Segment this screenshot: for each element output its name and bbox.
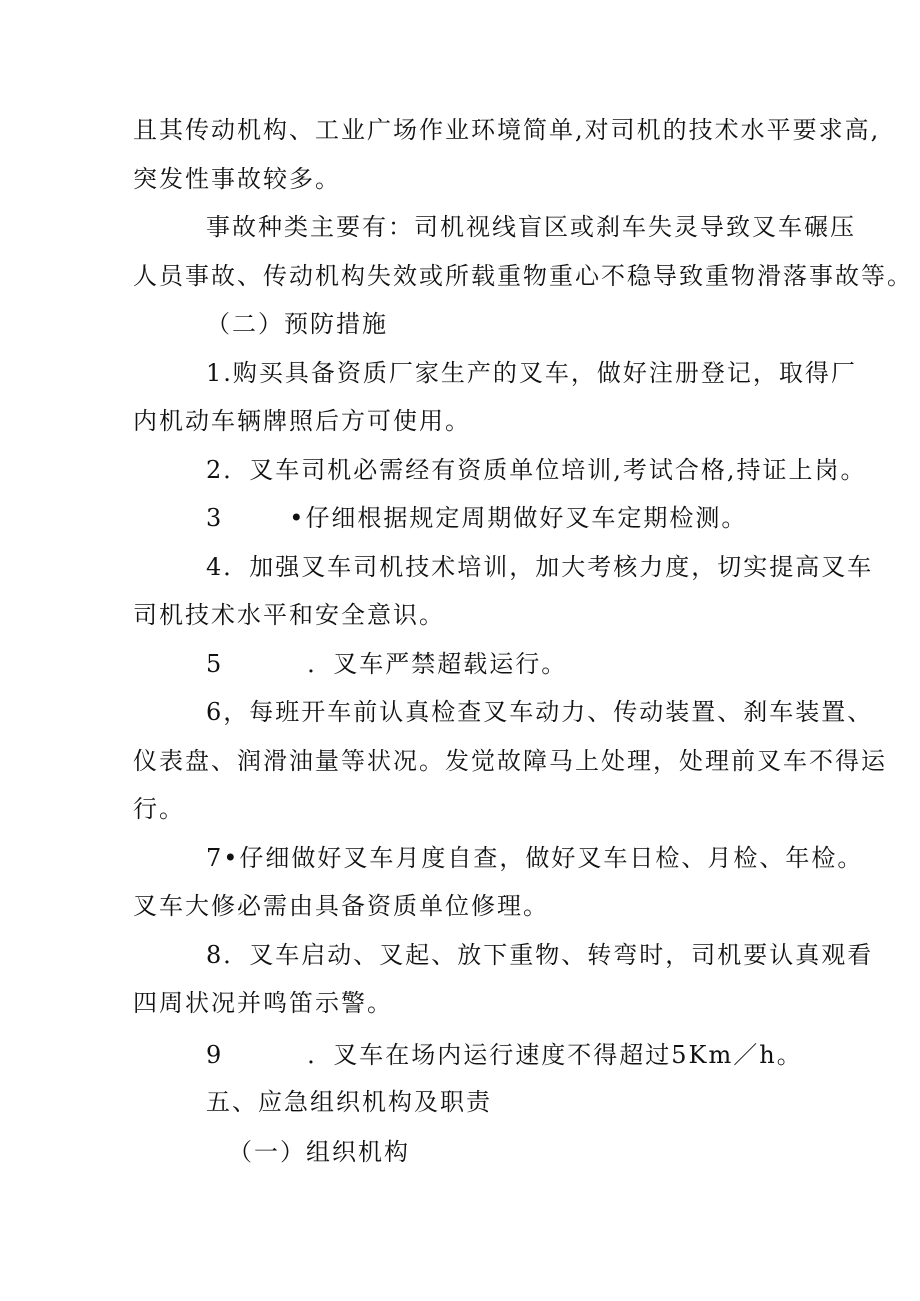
list-item-3-number: 3: [206, 504, 224, 532]
paragraph-line: 且其传动机构、工业广场作业环境简单,对司机的技术水平要求高,: [133, 116, 881, 144]
list-item-4-line: 司机技术水平和安全意识。: [133, 601, 445, 629]
list-item-3-text: •仔细根据规定周期做好叉车定期检测。: [289, 504, 748, 532]
list-item-1-line: 内机动车辆牌照后方可使用。: [133, 407, 471, 435]
subsection-heading-organization: （一）组织机构: [228, 1138, 410, 1166]
list-item-9-text: ．叉车在场内运行速度不得超过5Km／h。: [307, 1041, 803, 1069]
list-item-7-line: 叉车大修必需由具备资质单位修理。: [133, 892, 549, 920]
list-item-3: [206, 502, 747, 534]
list-item-6-line: 仪表盘、润滑油量等状况。发觉故障马上处理，处理前叉车不得运: [133, 747, 887, 775]
list-item-9: [206, 1039, 803, 1071]
list-item-6-line: 行。: [133, 795, 185, 823]
list-item-5-text: ．叉车严禁超载运行。: [307, 650, 568, 678]
paragraph-line: 突发性事故较多。: [133, 165, 341, 193]
list-item-1-line: 1.购买具备资质厂家生产的叉车，做好注册登记，取得厂: [206, 359, 857, 387]
list-item-7-line: 7•仔细做好叉车月度自查，做好叉车日检、月检、年检。: [206, 844, 864, 872]
section-heading-emergency: 五、应急组织机构及职责: [206, 1088, 492, 1116]
list-item-8-line: 四周状况并鸣笛示警。: [133, 989, 393, 1017]
section-heading-prevention: （二）预防措施: [206, 310, 388, 338]
list-item-2: 2．叉车司机必需经有资质单位培训,考试合格,持证上岗。: [206, 456, 867, 484]
paragraph-line: 人员事故、传动机构失效或所载重物重心不稳导致重物滑落事故等。: [133, 262, 913, 290]
list-item-5-number: 5: [206, 650, 224, 678]
list-item-9-number: 9: [206, 1041, 224, 1069]
list-item-4-line: 4．加强叉车司机技术培训，加大考核力度，切实提高叉车: [206, 553, 874, 581]
list-item-6-line: 6，每班开车前认真检查叉车动力、传动装置、刹车装置、: [206, 698, 874, 726]
list-item-5: [206, 648, 567, 680]
list-item-8-line: 8．叉车启动、叉起、放下重物、转弯时，司机要认真观看: [206, 941, 874, 969]
paragraph-line: 事故种类主要有：司机视线盲区或刹车失灵导致叉车碾压: [206, 213, 856, 241]
